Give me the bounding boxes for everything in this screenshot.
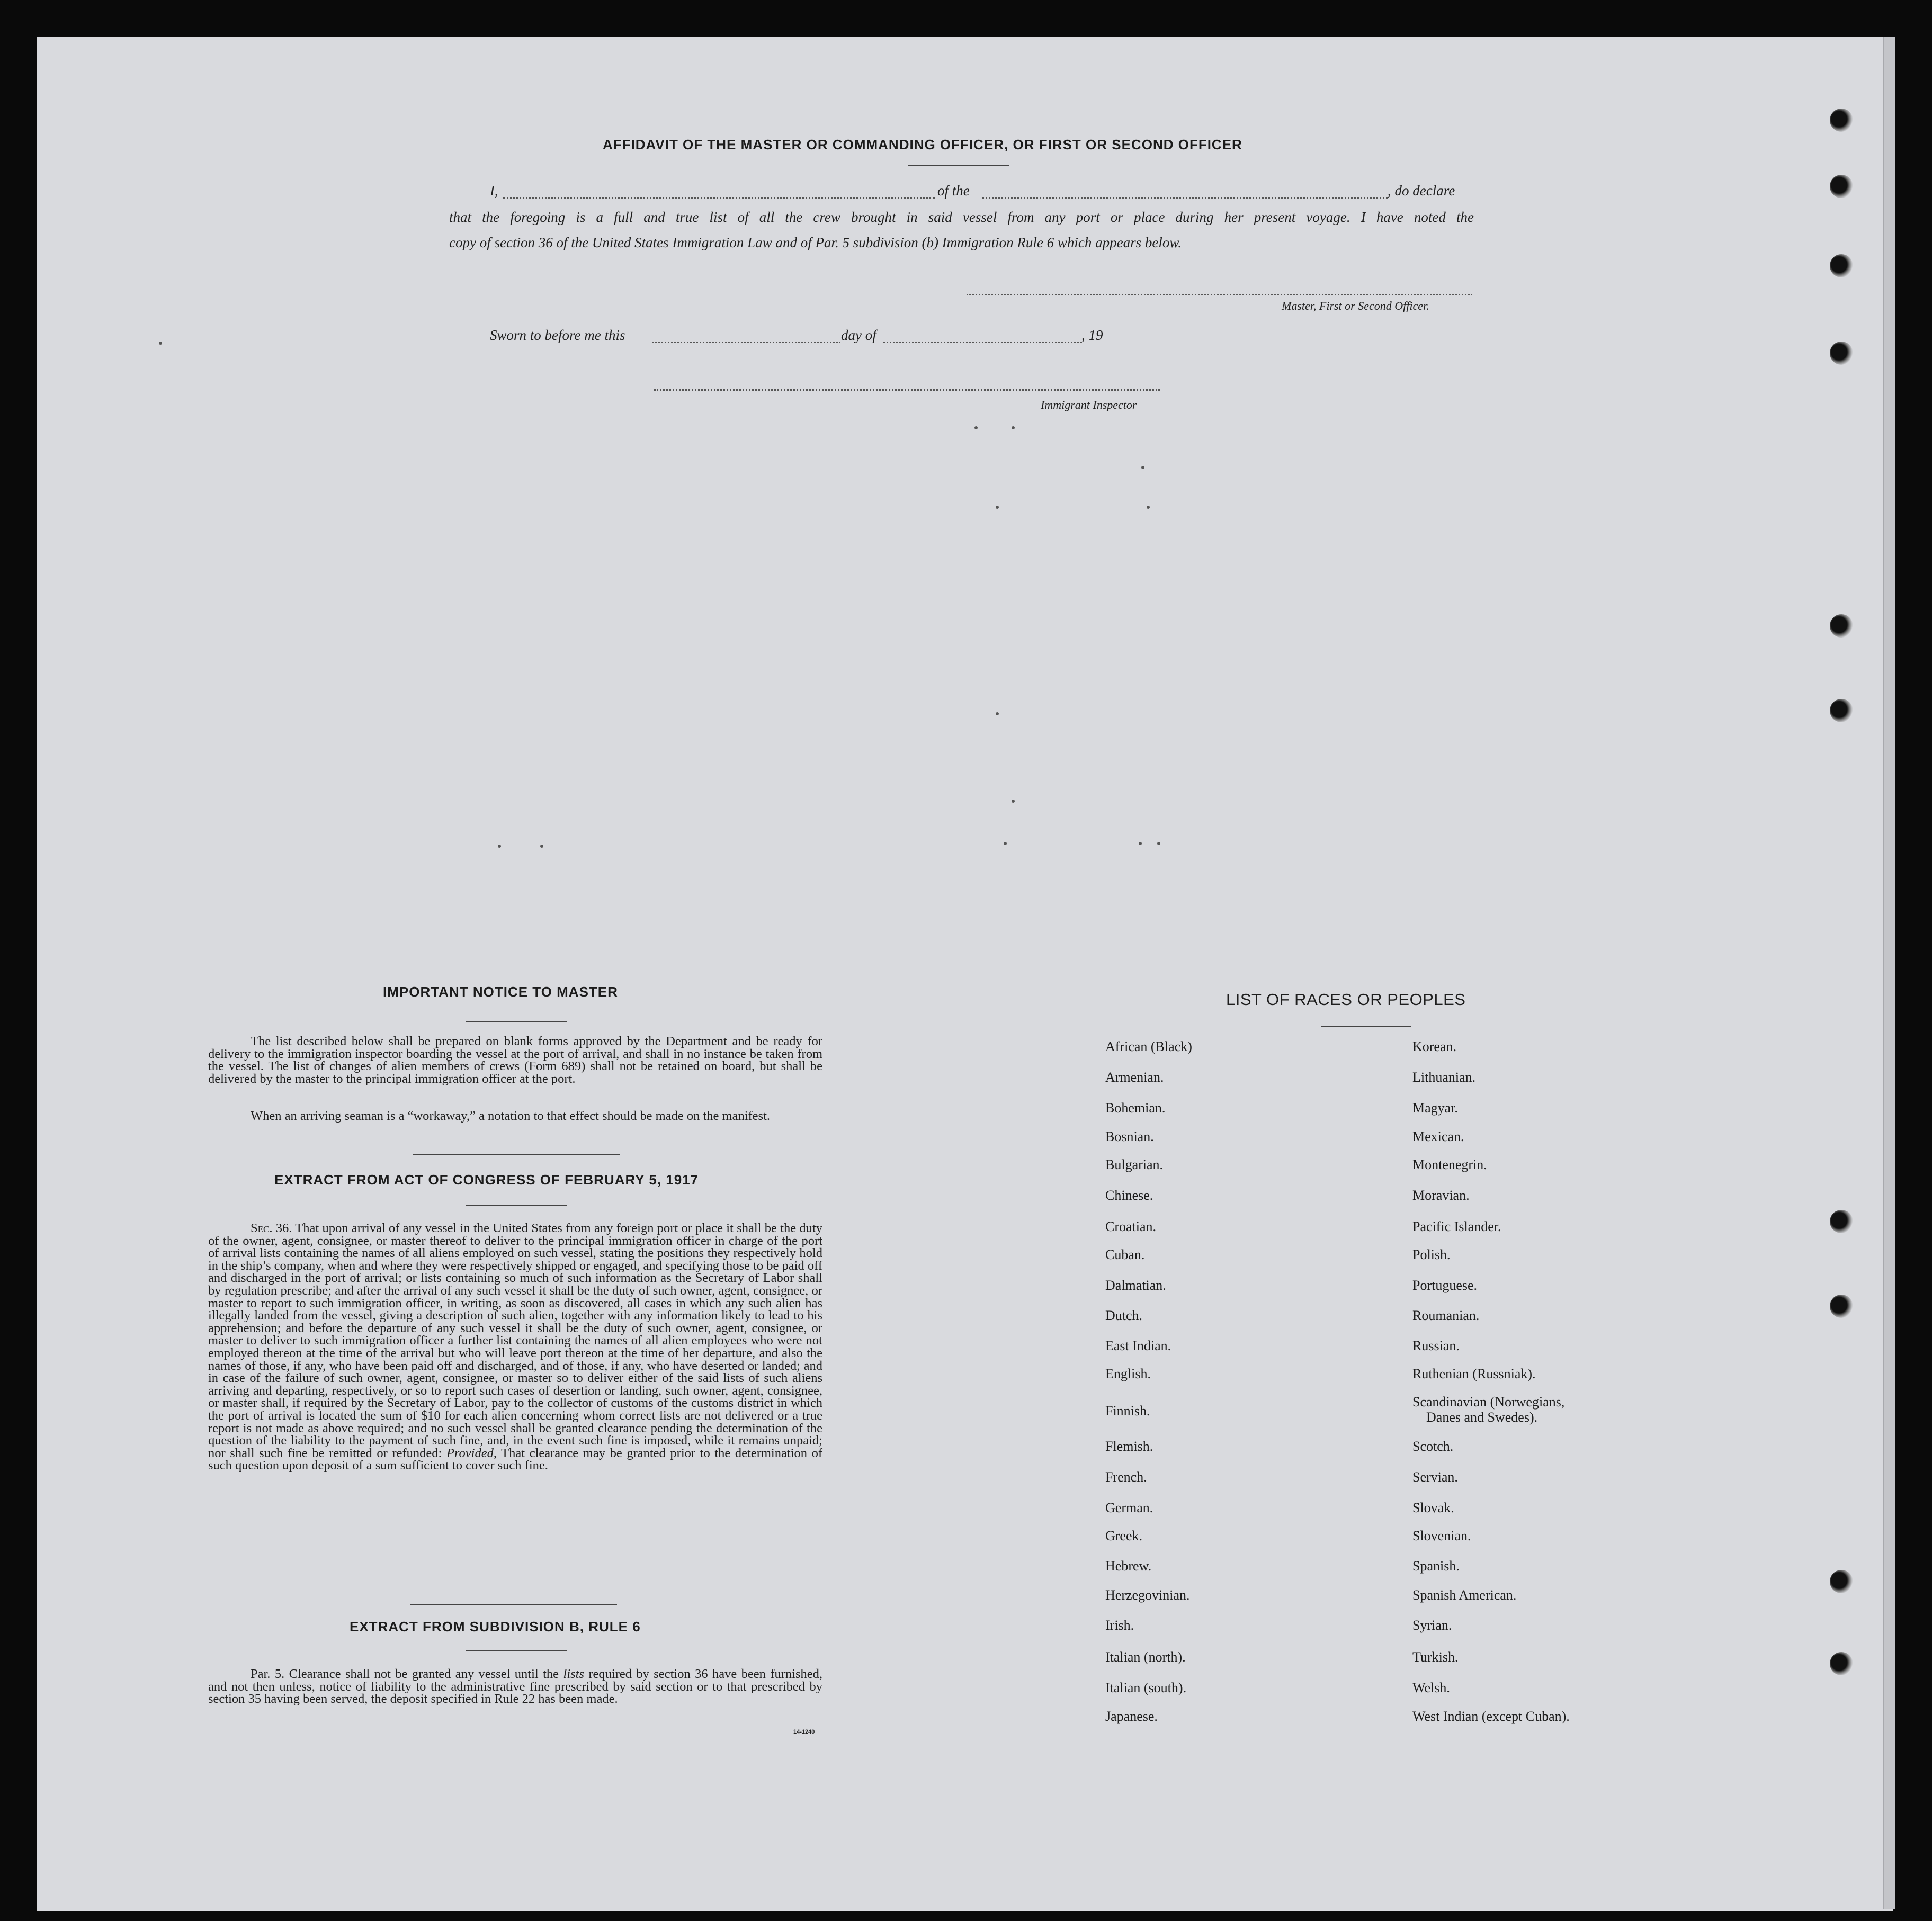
- race-item: Finnish.: [1105, 1403, 1150, 1419]
- race-item: Greek.: [1105, 1528, 1143, 1543]
- race-item: Syrian.: [1412, 1618, 1452, 1633]
- race-item: Hebrew.: [1105, 1558, 1152, 1574]
- race-item: Magyar.: [1412, 1100, 1458, 1116]
- inspector-signature-field[interactable]: [654, 389, 1160, 391]
- notice-title: IMPORTANT NOTICE TO MASTER: [383, 984, 618, 1000]
- affidavit-line-2: that the foregoing is a full and true list of all the crew brought in said vessel from any port or place during her present voyage. I have noted the: [449, 209, 1474, 225]
- form-number: 14-1240: [793, 1729, 815, 1735]
- divider: [466, 1205, 567, 1206]
- notice-paragraph-2: When an arriving seaman is a “workaway,” a notation to that effect should be made on the manifest.: [251, 1109, 771, 1123]
- race-item: East Indian.: [1105, 1338, 1171, 1353]
- race-item: Servian.: [1412, 1469, 1458, 1485]
- race-item: Russian.: [1412, 1338, 1460, 1353]
- race-item: Dutch.: [1105, 1308, 1143, 1323]
- race-item: Cuban.: [1105, 1247, 1145, 1262]
- race-item: Bohemian.: [1105, 1100, 1166, 1116]
- rule-body-b: required by section 36 have been furnished, and not then unless, notice of liability to the administrative fine prescribed by said section or to that prescribed by section 35 having been served, the deposit specified in Rule 22 has been made.: [208, 1667, 822, 1707]
- lists-word: lists: [563, 1667, 584, 1681]
- divider: [908, 165, 1009, 166]
- race-item-continuation: Danes and Swedes).: [1426, 1410, 1538, 1425]
- vessel-field[interactable]: [982, 197, 1388, 199]
- race-item: Chinese.: [1105, 1188, 1153, 1203]
- binder-hole: [1830, 175, 1853, 198]
- binder-hole: [1830, 614, 1853, 638]
- affidavit-of-label: of the: [937, 183, 970, 199]
- race-item: Lithuanian.: [1412, 1070, 1476, 1085]
- rule-body-a: Par. 5. Clearance shall not be granted any vessel until the: [251, 1667, 559, 1681]
- affidavit-title: AFFIDAVIT OF THE MASTER OR COMMANDING OFFICER, OR FIRST OR SECOND OFFICER: [603, 137, 1242, 152]
- race-item: Bulgarian.: [1105, 1157, 1164, 1172]
- race-item: Bosnian.: [1105, 1129, 1154, 1144]
- divider: [413, 1154, 620, 1155]
- race-item: Italian (south).: [1105, 1680, 1187, 1695]
- divider: [410, 1604, 617, 1605]
- affidavit-line-3: copy of section 36 of the United States Immigration Law and of Par. 5 subdivision (b) Immigration Rule 6 which appears below.: [449, 235, 1182, 250]
- race-item: Spanish American.: [1412, 1587, 1517, 1603]
- race-item: Armenian.: [1105, 1070, 1164, 1085]
- sworn-label: Sworn to before me this: [490, 327, 625, 343]
- binder-hole: [1830, 1295, 1853, 1318]
- race-item: Korean.: [1412, 1039, 1457, 1054]
- race-item: Roumanian.: [1412, 1308, 1480, 1323]
- race-item: Slovenian.: [1412, 1528, 1471, 1543]
- race-item: Scotch.: [1412, 1439, 1454, 1454]
- race-item: Polish.: [1412, 1247, 1451, 1262]
- race-item: French.: [1105, 1469, 1147, 1485]
- race-item: Turkish.: [1412, 1649, 1459, 1665]
- rule-extract-text: [208, 1668, 822, 1705]
- divider: [466, 1021, 567, 1022]
- divider: [466, 1650, 567, 1651]
- binder-hole: [1830, 699, 1853, 722]
- race-item: Herzegovinian.: [1105, 1587, 1190, 1603]
- day-of-label: day of: [841, 327, 876, 343]
- rule-extract-title: EXTRACT FROM SUBDIVISION B, RULE 6: [350, 1619, 641, 1635]
- act-extract-title: EXTRACT FROM ACT OF CONGRESS OF FEBRUARY 5, 1917: [274, 1172, 699, 1188]
- act-extract-text: [208, 1222, 822, 1472]
- race-item: Scandinavian (Norwegians,: [1412, 1394, 1565, 1410]
- race-item: African (Black): [1105, 1039, 1192, 1054]
- binder-hole: [1830, 254, 1853, 277]
- race-item: Croatian.: [1105, 1219, 1157, 1234]
- act-body-end: That clearance may be granted prior to the determination of such question upon deposit of a sum sufficient to cover such fine.: [208, 1446, 822, 1473]
- page-edge: [1883, 37, 1895, 1909]
- race-item: English.: [1105, 1366, 1151, 1381]
- race-item: West Indian (except Cuban).: [1412, 1709, 1570, 1724]
- race-item: Pacific Islander.: [1412, 1219, 1501, 1234]
- race-item: Welsh.: [1412, 1680, 1450, 1695]
- race-item: Japanese.: [1105, 1709, 1158, 1724]
- year-label: , 19: [1081, 327, 1103, 343]
- inspector-label: Immigrant Inspector: [1041, 398, 1137, 411]
- sworn-day-field[interactable]: [652, 342, 840, 343]
- sworn-month-field[interactable]: [883, 342, 1082, 343]
- race-item: Portuguese.: [1412, 1278, 1478, 1293]
- section-label: Sec. 36.: [251, 1221, 292, 1235]
- race-item: Dalmatian.: [1105, 1278, 1166, 1293]
- divider: [1321, 1026, 1411, 1027]
- master-signature-field[interactable]: [967, 294, 1472, 295]
- binder-hole: [1830, 109, 1853, 132]
- binder-hole: [1830, 1210, 1853, 1233]
- race-item: Ruthenian (Russniak).: [1412, 1366, 1536, 1381]
- race-item: Italian (north).: [1105, 1649, 1186, 1665]
- master-signature-label: Master, First or Second Officer.: [1282, 299, 1429, 312]
- provided-word: Provided,: [446, 1446, 497, 1460]
- race-item: Flemish.: [1105, 1439, 1153, 1454]
- name-field[interactable]: [503, 197, 935, 199]
- race-item: German.: [1105, 1500, 1153, 1515]
- notice-paragraph-1: The list described below shall be prepared on blank forms approved by the Department and be ready for delivery to the immigration inspector boarding the vessel at the port of arrival, and shall in no instance be taken from the vessel. The list of changes of alien members of crews (Form 689) shall not be retained on board, but shall be delivered by the master to the principal immigration officer at the port.: [208, 1034, 822, 1086]
- binder-hole: [1830, 1652, 1853, 1675]
- race-item: Montenegrin.: [1412, 1157, 1487, 1172]
- act-body: That upon arrival of any vessel in the United States from any foreign port or place it shall be the duty of the owner, agent, consignee, or master thereof to deliver to the principal immigration officer in charge of the port of arrival lists containing the names of all aliens employed on such vessel, stating the positions they respectively hold in the ship’s company, when and where they were respectively shipped or engaged, and specifying those to be paid off and discharged in the port of arrival; or lists containing so much of such information as the Secretary of Labor shall by regulation prescribe; and after the arrival of any such vessel it shall be the duty of such owner, agent, consignee, or master to report to such immigration officer, in writing, as soon as discovered, all cases in which any such alien has illegally landed from the vessel, giving a description of such alien, together with any information likely to lead to his apprehension; and before the departure of any such vessel it shall be the duty of such owner, agent, consignee, or master to deliver to such immigration officer a further list containing the names of all alien employees who were not employed thereon at the time of the arrival but who will leave port thereon at the time of her departure, and also the names of those, if any, who have been paid off and discharged, and of those, if any, who have deserted or landed; and in case of the failure of such owner, agent, consignee, or master so to deliver either of the said lists of such aliens arriving and departing, respectively, or so to report such cases of desertion or landing, such owner, agent, consignee, or master shall, if required by the Secretary of Labor, pay to the collector of customs of the customs district in which the port of arrival is located the sum of $10 for each alien concerning whom correct lists are not delivered or a true report is not made as above required; and no such vessel shall be granted clearance pending the determination of the question of the liability to the payment of such fine, and, in the event such fine is imposed, while it remains unpaid; nor shall such fine be remitted or refunded:: [208, 1221, 822, 1460]
- race-item: Irish.: [1105, 1618, 1134, 1633]
- race-item: Moravian.: [1412, 1188, 1470, 1203]
- races-title: LIST OF RACES OR PEOPLES: [1226, 990, 1466, 1009]
- race-item: Spanish.: [1412, 1558, 1460, 1574]
- document-page: [37, 37, 1893, 1911]
- affidavit-i-label: I,: [490, 183, 498, 199]
- binder-hole: [1830, 1570, 1853, 1593]
- race-item: Slovak.: [1412, 1500, 1454, 1515]
- race-item: Mexican.: [1412, 1129, 1464, 1144]
- affidavit-declare-label: , do declare: [1388, 183, 1455, 199]
- binder-hole: [1830, 342, 1853, 365]
